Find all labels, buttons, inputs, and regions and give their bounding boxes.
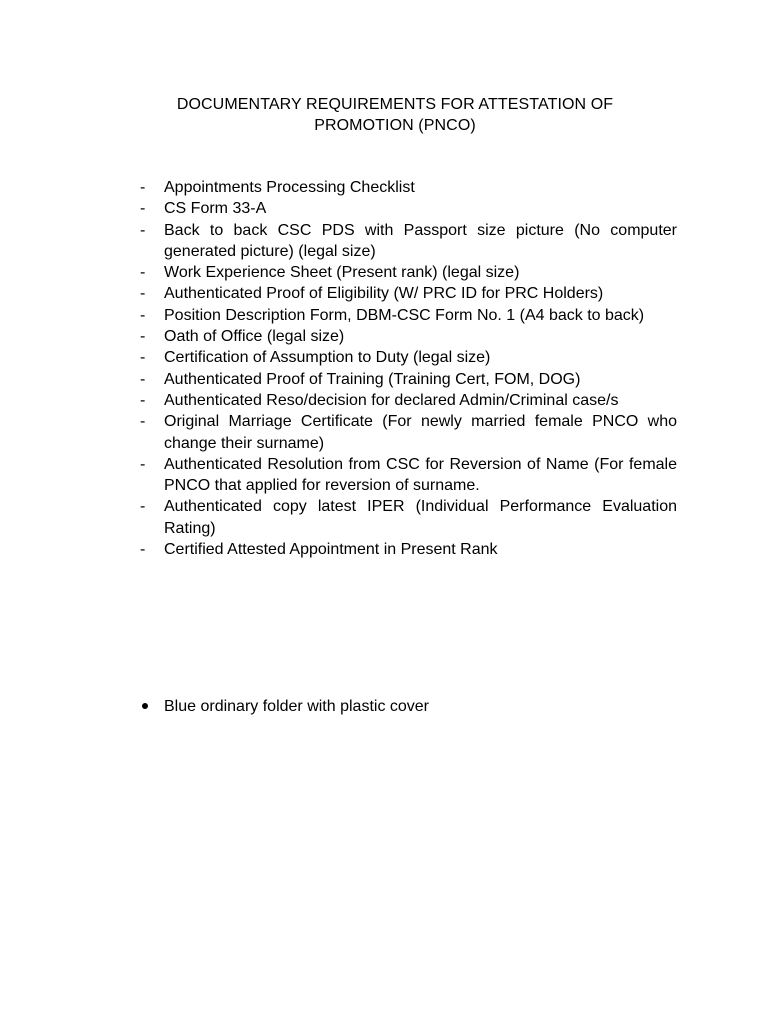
requirement-text: Back to back CSC PDS with Passport size picture (No computer generated picture) (legal size) — [164, 221, 677, 260]
requirements-list — [140, 177, 677, 560]
requirement-text: Work Experience Sheet (Present rank) (legal size) — [164, 264, 520, 282]
requirement-item — [140, 390, 677, 411]
dash-marker: - — [140, 541, 146, 559]
title-line-1: DOCUMENTARY REQUIREMENTS FOR ATTESTATION OF — [176, 96, 614, 113]
requirement-text: Certification of Assumption to Duty (legal size) — [164, 349, 491, 367]
requirement-text: Position Description Form, DBM-CSC Form No. 1 (A4 back to back) — [164, 306, 645, 324]
bullet-text: Blue ordinary folder with plastic cover — [164, 698, 430, 715]
dash-marker: - — [140, 285, 146, 303]
requirement-item — [140, 283, 677, 304]
requirement-item — [140, 411, 677, 454]
dash-marker: - — [140, 221, 146, 239]
bullet-list — [140, 696, 677, 717]
requirement-text: Authenticated Reso/decision for declared Admin/Criminal case/s — [164, 391, 619, 409]
dash-marker: - — [140, 179, 146, 196]
bullet-item — [140, 696, 677, 717]
dash-marker: - — [140, 349, 146, 367]
bullet-dot-icon — [142, 703, 148, 709]
requirement-text: Certified Attested Appointment in Present Rank — [164, 541, 498, 559]
document-title — [140, 94, 650, 136]
dash-marker: - — [140, 328, 146, 346]
requirement-item — [140, 262, 677, 283]
requirement-item — [140, 369, 677, 390]
requirement-item — [140, 326, 677, 347]
dash-marker: - — [140, 391, 146, 409]
requirement-item — [140, 454, 677, 497]
dash-marker: - — [140, 413, 146, 431]
dash-marker: - — [140, 370, 146, 388]
dash-marker: - — [140, 200, 146, 218]
requirement-item — [140, 347, 677, 368]
title-line-2: PROMOTION (PNCO) — [314, 117, 476, 134]
requirement-item — [140, 305, 677, 326]
requirement-item — [140, 496, 677, 539]
requirement-item — [140, 177, 677, 198]
requirement-text: Authenticated Proof of Eligibility (W/ PRC ID for PRC Holders) — [164, 285, 604, 303]
dash-marker: - — [140, 264, 146, 282]
requirement-text: Authenticated copy latest IPER (Individual Performance Evaluation Rating) — [164, 498, 677, 537]
requirement-text: Authenticated Proof of Training (Training Cert, FOM, DOG) — [164, 370, 581, 388]
requirement-item — [140, 539, 677, 560]
requirement-text: Authenticated Resolution from CSC for Reversion of Name (For female PNCO that applied for reversion of surname. — [164, 455, 677, 495]
requirement-item — [140, 198, 677, 219]
requirement-text: Original Marriage Certificate (For newly married female PNCO who change their surname) — [164, 413, 677, 452]
dash-marker: - — [140, 498, 146, 516]
requirement-text: Appointments Processing Checklist — [164, 179, 415, 196]
requirement-text: CS Form 33-A — [164, 200, 267, 218]
dash-marker: - — [140, 306, 146, 324]
dash-marker: - — [140, 455, 146, 473]
requirement-text: Oath of Office (legal size) — [164, 328, 345, 346]
requirement-item — [140, 220, 677, 263]
